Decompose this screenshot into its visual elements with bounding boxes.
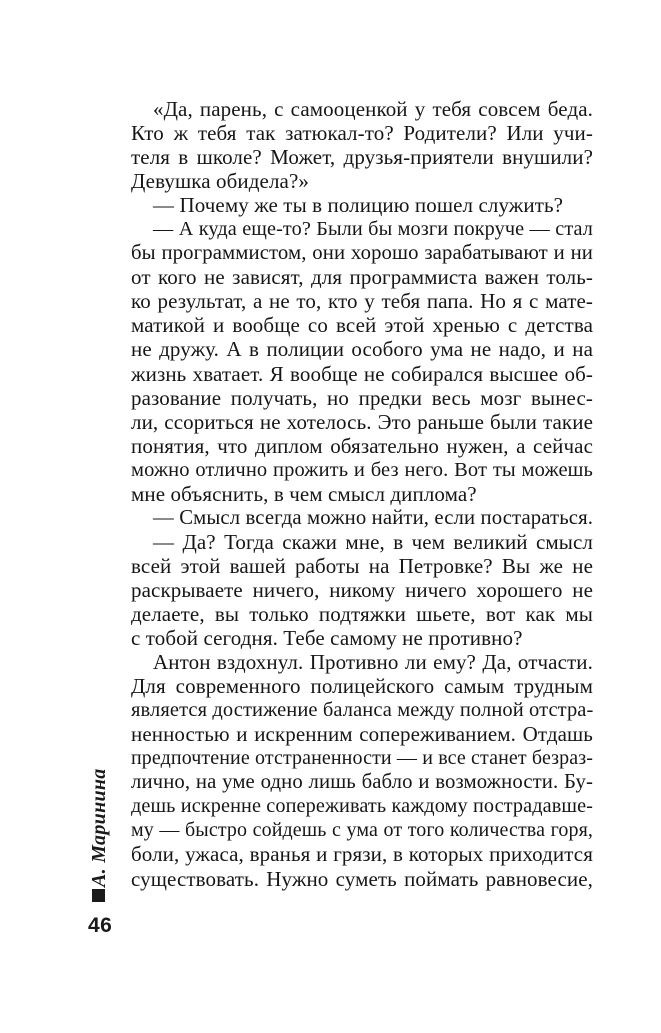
page-number: 46 xyxy=(88,914,113,937)
text-line: Для современного полицейского самым трудным xyxy=(131,674,593,699)
text-line: — А куда еще-то? Были бы мозги покруче — стал xyxy=(153,218,593,241)
text-line: лично, на уме одно лишь бабло и возможности. Бу- xyxy=(131,771,593,794)
text-line: существовать. Нужно суметь поймать равновесие, xyxy=(131,866,593,891)
square-bullet-mark xyxy=(92,889,105,902)
text-line: можно отлично прожить и без него. Вот ты можешь xyxy=(131,458,593,481)
text-line: боли, ужаса, вранья и грязи, в которых приходится xyxy=(131,842,593,867)
text-line: раскрываете ничего, никому ничего хорошего не xyxy=(131,577,593,602)
text-line: жизнь хватает. Я вообще не собирался высшее об- xyxy=(131,361,593,386)
text-line: понятия, что диплом обязательно нужен, а сейчас xyxy=(131,433,593,458)
text-line: Девушка обидела?» xyxy=(131,169,309,194)
text-line: бы программистом, они хорошо зарабатывают и ни xyxy=(131,242,593,265)
text-line: дешь искренне сопереживать каждому пострадавше- xyxy=(131,795,593,818)
text-line: — Да? Тогда скажи мне, в чем великий смысл xyxy=(153,529,593,554)
text-line: разование получать, но предки весь мозг вынес- xyxy=(131,385,593,410)
text-line: является достижение баланса между полной отстра- xyxy=(131,699,593,722)
text-line: — Смысл всегда можно найти, если постараться. xyxy=(153,506,593,529)
text-line: с тобой сегодня. Тебе самому не противно? xyxy=(131,626,523,651)
text-line: му — быстро сойдешь с ума от того количества горя, xyxy=(131,819,593,842)
text-line: ли, ссориться не хотелось. Это раньше были такие xyxy=(131,409,593,434)
text-line: матикой и вообще со всей этой хренью с детства xyxy=(131,313,593,338)
text-line: Кто ж тебя так затюкал-то? Родители? Или учи- xyxy=(131,121,593,146)
text-line: ко результат, а не то, кто у тебя папа. Но я с мате- xyxy=(131,289,593,314)
text-line: теля в школе? Может, друзья-приятели внушили? xyxy=(131,145,593,170)
text-line: делаете, вы только подтяжки шьете, вот как мы xyxy=(131,601,593,626)
author-name: А. Маринина xyxy=(88,768,110,887)
text-line: всей этой вашей работы на Петровке? Вы же не xyxy=(131,553,593,578)
text-line: мне объяснить, в чем смысл диплома? xyxy=(131,481,477,506)
text-line: — Почему же ты в полицию пошел служить? xyxy=(153,193,564,218)
running-head xyxy=(84,767,124,927)
body-text xyxy=(131,97,593,891)
text-line: Антон вздохнул. Противно ли ему? Да, отчасти. xyxy=(153,650,593,675)
text-line: ненностью и искренним сопереживанием. Отдашь xyxy=(131,722,593,747)
text-line: предпочтение отстраненности — и все станет безраз- xyxy=(131,747,593,770)
text-line: «Да, парень, с самооценкой у тебя совсем беда. xyxy=(153,97,593,121)
text-line: не дружу. А в полиции особого ума не надо, и на xyxy=(131,337,593,362)
text-line: от кого не зависят, для программиста важен толь- xyxy=(131,265,593,290)
